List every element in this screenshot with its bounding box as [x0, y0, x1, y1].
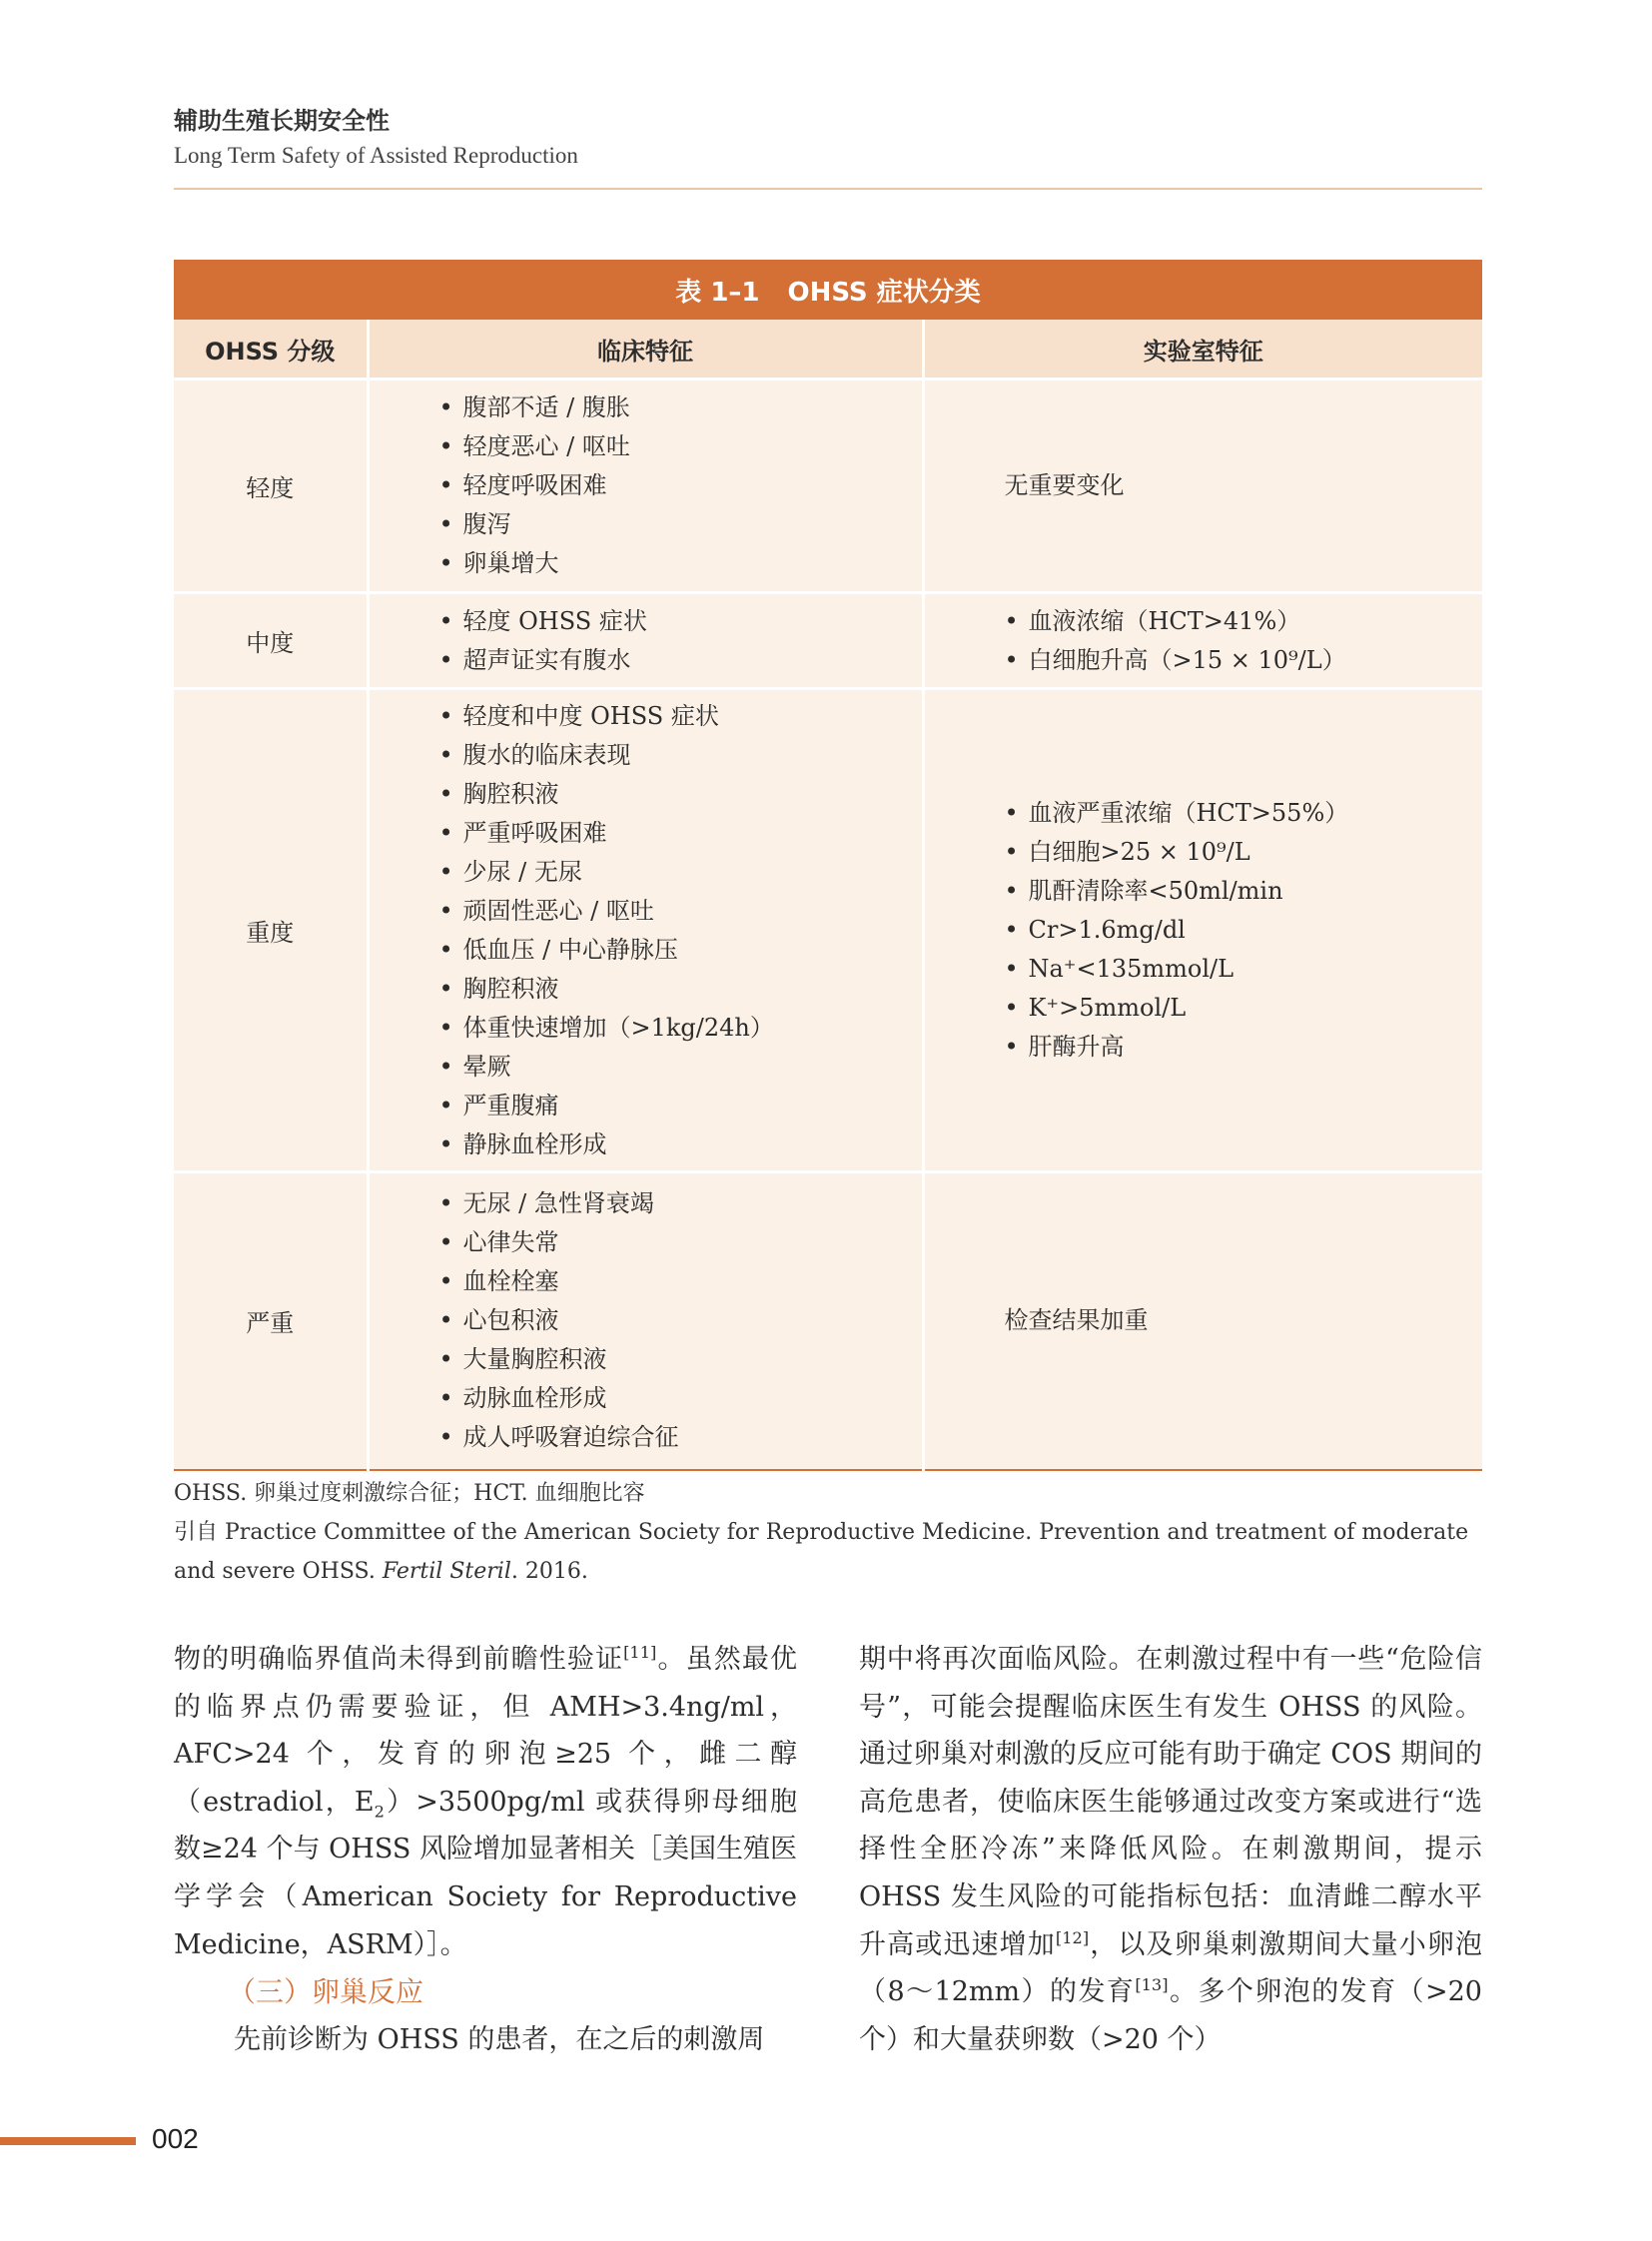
lab-item: • 肌酐清除率<50ml/min — [1005, 872, 1483, 911]
column-header-clinical: 临床特征 — [368, 320, 923, 379]
footer-accent-bar — [0, 2137, 136, 2145]
grade-cell: 中度 — [174, 593, 368, 689]
table-row — [174, 689, 1482, 1172]
clinical-item: • 轻度呼吸困难 — [439, 466, 922, 505]
clinical-item: • 成人呼吸窘迫综合征 — [439, 1418, 922, 1457]
table-row — [174, 379, 1482, 593]
clinical-list — [439, 388, 922, 583]
table-caption-label: 表 1–1 — [675, 277, 760, 308]
clinical-item: • 轻度恶心 / 呕吐 — [439, 427, 922, 466]
lab-text: 无重要变化 — [1004, 471, 1125, 499]
lab-item: • Na⁺<135mmol/L — [1005, 950, 1483, 989]
clinical-item: • 血栓栓塞 — [439, 1262, 922, 1301]
table-notes — [174, 1474, 1482, 1591]
clinical-item: • 大量胸腔积液 — [439, 1340, 922, 1379]
grade-cell: 轻度 — [174, 379, 368, 593]
clinical-item: • 少尿 / 无尿 — [439, 853, 922, 892]
lab-list — [1005, 602, 1483, 680]
lab-list — [1005, 794, 1483, 1067]
clinical-item: • 严重腹痛 — [439, 1087, 922, 1125]
clinical-item: • 腹泻 — [439, 505, 922, 544]
book-title-zh: 辅助生殖长期安全性 — [174, 107, 390, 135]
source-note-text: 引自 Practice Committee of the American Society for Reproductive Medicine. Prevention and treatment of moderate and severe OHSS. — [174, 1520, 1469, 1584]
clinical-item: • 无尿 / 急性肾衰竭 — [439, 1184, 922, 1223]
paragraph-risk-thresholds: 物的明确临界值尚未得到前瞻性验证[11]。虽然最优的临界点仍需要验证，但 AMH>3.4ng/ml，AFC>24 个，发育的卵泡≥25 个，雌二醇（estradiol，$E_2)>3500pg/ml$ 或获得卵母细胞数≥24 个与 OHSS 风险增加显著相关［美国生殖医学学会（American Society for Reproductive Medicine，ASRM）］。 — [174, 1643, 798, 1960]
clinical-item: • 轻度 OHSS 症状 — [439, 602, 922, 641]
column-header-lab: 实验室特征 — [923, 320, 1482, 379]
clinical-item: • 体重快速增加（>1kg/24h） — [439, 1009, 922, 1048]
table-caption-title: OHSS 症状分类 — [787, 277, 981, 308]
clinical-item: • 腹部不适 / 腹胀 — [439, 388, 922, 427]
lab-item: • 白细胞升高（>15 × 10⁹/L） — [1005, 641, 1483, 680]
clinical-item: • 超声证实有腹水 — [439, 641, 922, 680]
lab-item: • 血液浓缩（HCT>41%） — [1005, 602, 1483, 641]
paragraph-warning-signs: 期中将再次面临风险。在刺激过程中有一些“危险信号”，可能会提醒临床医生有发生 OHSS 的风险。通过卵巢对刺激的反应可能有助于确定 COS 期间的高危患者，使临床医生能够通过改变方案或进行“选择性全胚冷冻”来降低风险。在刺激期间，提示OHSS 发生风险的可能指标包括：血清雌二醇水平升高或迅速增加[12]，以及卵巢刺激期间大量小卵泡（8～12mm）的发育[13]。多个卵泡的发育（>20 个）和大量获卵数（>20 个） — [859, 1644, 1482, 2055]
lab-item: • 肝酶升高 — [1005, 1028, 1483, 1067]
lab-cell — [923, 379, 1482, 593]
clinical-item: • 心包积液 — [439, 1301, 922, 1340]
lab-cell — [923, 689, 1482, 1172]
lab-item: • 白细胞>25 × 10⁹/L — [1005, 833, 1483, 872]
header-divider — [174, 188, 1482, 190]
clinical-item: • 轻度和中度 OHSS 症状 — [439, 697, 922, 736]
table-row — [174, 593, 1482, 689]
source-journal: Fertil Steril — [382, 1559, 511, 1584]
running-header — [174, 106, 578, 170]
citation-ref: [11] — [623, 1643, 657, 1662]
abbreviation-note: OHSS. 卵巢过度刺激综合征；HCT. 血细胞比容 — [174, 1481, 645, 1506]
clinical-item: • 严重呼吸困难 — [439, 814, 922, 853]
clinical-item: • 动脉血栓形成 — [439, 1379, 922, 1418]
page-number: 002 — [152, 2123, 199, 2154]
ohss-classification-table — [174, 260, 1482, 1471]
clinical-item: • 胸腔积液 — [439, 970, 922, 1009]
clinical-list — [439, 697, 922, 1164]
paragraph-prior-ohss: 先前诊断为 OHSS 的患者，在之后的刺激周 — [234, 2023, 765, 2055]
lab-item: • 血液严重浓缩（HCT>55%） — [1005, 794, 1483, 833]
clinical-cell — [368, 1172, 923, 1470]
clinical-cell — [368, 379, 923, 593]
clinical-cell — [368, 689, 923, 1172]
grade-cell: 重度 — [174, 689, 368, 1172]
citation-ref: [12] — [1055, 1927, 1090, 1947]
lab-item: • K⁺>5mmol/L — [1005, 989, 1483, 1028]
source-note — [174, 1513, 1482, 1591]
clinical-item: • 心律失常 — [439, 1223, 922, 1262]
body-column-left — [174, 1636, 797, 2063]
lab-cell — [923, 593, 1482, 689]
clinical-item: • 胸腔积液 — [439, 775, 922, 814]
clinical-list — [439, 1184, 922, 1457]
clinical-item: • 低血压 / 中心静脉压 — [439, 931, 922, 970]
citation-ref: [13] — [1135, 1975, 1169, 1995]
clinical-item: • 卵巢增大 — [439, 544, 922, 583]
clinical-item: • 晕厥 — [439, 1048, 922, 1087]
lab-item: • Cr>1.6mg/dl — [1005, 911, 1483, 950]
table-caption — [174, 260, 1482, 320]
grade-cell: 严重 — [174, 1172, 368, 1470]
body-column-right — [859, 1636, 1482, 2063]
section-heading-ovarian-response: （三）卵巢反应 — [228, 1975, 424, 2009]
table-row — [174, 1172, 1482, 1470]
table-body — [174, 379, 1482, 1470]
book-title-en: Long Term Safety of Assisted Reproduction — [174, 143, 578, 168]
lab-text: 检查结果加重 — [1004, 1306, 1149, 1335]
lab-cell — [923, 1172, 1482, 1470]
clinical-item: • 顽固性恶心 / 呕吐 — [439, 892, 922, 931]
column-header-grade: OHSS 分级 — [174, 320, 368, 379]
clinical-item: • 静脉血栓形成 — [439, 1125, 922, 1164]
clinical-cell — [368, 593, 923, 689]
clinical-item: • 腹水的临床表现 — [439, 736, 922, 775]
source-year: . 2016. — [510, 1559, 588, 1584]
clinical-list — [439, 602, 922, 680]
